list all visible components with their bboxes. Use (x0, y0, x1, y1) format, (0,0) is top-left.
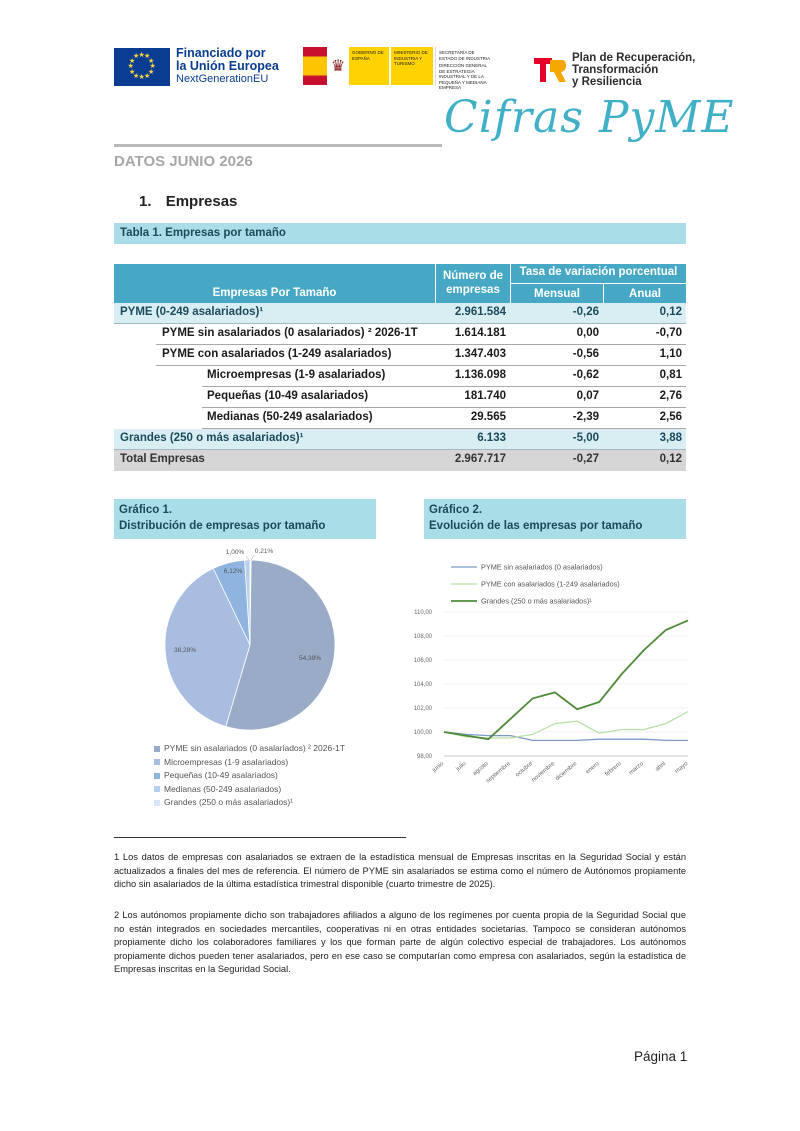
legend-swatch (154, 800, 160, 806)
row-mensual: 0,00 (576, 327, 599, 339)
row-name: Microempresas (1-9 asalariados) (207, 369, 386, 381)
legend-label: Pequeñas (10-49 asalariados) (164, 770, 278, 780)
header-anual: Anual (629, 288, 661, 300)
pie-data-label: 54,39% (298, 655, 322, 662)
legend-item (154, 783, 345, 797)
row-number: 1.347.403 (454, 348, 506, 360)
header-number: Número de empresas (442, 270, 504, 296)
x-tick-label: mayo (674, 760, 690, 775)
pie-data-label: 0,21% (254, 548, 274, 555)
table-row (114, 408, 686, 429)
title-rule (114, 144, 442, 147)
row-name: Medianas (50-249 asalariados) (207, 411, 373, 423)
header-name: Empresas Por Tamaño (212, 287, 337, 299)
legend-label: PYME sin asalariados (0 asalariados) ² 2026-1T (164, 743, 345, 753)
row-number: 1.136.098 (454, 369, 506, 381)
legend-label: PYME sin asalariados (0 asalariados) (481, 562, 603, 572)
y-tick-label: 100,00 (413, 730, 432, 736)
legend-label: PYME con asalariados (1-249 asalariados) (481, 579, 620, 589)
pie-data-label: 38,28% (173, 647, 197, 654)
prtr-line1: Plan de Recuperación, (572, 52, 696, 64)
series-line (444, 620, 688, 739)
row-number: 181.740 (464, 390, 506, 402)
table-row (114, 324, 686, 345)
eu-logo-line3: NextGenerationEU (176, 73, 269, 85)
row-anual: 2,76 (659, 390, 682, 402)
page-number: Página 1 (634, 1049, 688, 1064)
row-anual: 1,10 (659, 348, 682, 360)
table-row (114, 387, 686, 408)
companies-table (114, 264, 686, 471)
table-row (114, 429, 686, 450)
row-number: 2.967.717 (454, 453, 506, 465)
prtr-logo (532, 52, 695, 88)
eu-star-icon: ★ (127, 63, 134, 70)
prtr-line2: Transformación (572, 64, 659, 76)
y-tick-label: 108,00 (413, 634, 432, 640)
eu-logo-line1: Financiado por (176, 46, 266, 60)
x-tick-label: junio (431, 760, 446, 774)
x-tick-label: agosto (471, 760, 490, 778)
legend-label: Grandes (250 o más asalariados)¹ (481, 596, 592, 606)
y-tick-label: 106,00 (413, 658, 432, 664)
prtr-line3: y Resiliencia (572, 76, 642, 88)
row-anual: 0,12 (659, 453, 682, 465)
legend-swatch (154, 773, 160, 779)
legend-item (154, 769, 345, 783)
eu-star-icon: ★ (144, 72, 151, 80)
x-tick-label: enero (584, 760, 601, 776)
legend-swatch (154, 746, 160, 752)
graph2-caption: Gráfico 2. Evolución de las empresas por tamaño (424, 499, 686, 539)
legend-label: Microempresas (1-9 asalariados) (164, 756, 289, 767)
x-tick-label: diciembre (554, 760, 579, 783)
ministerio-label: MINISTERIO DE INDUSTRIA Y TURISMO (391, 47, 433, 85)
table-row-total (114, 450, 686, 471)
gobierno-label: GOBIERNO DE ESPAÑA (349, 47, 389, 85)
row-name: Grandes (250 o más asalariados)¹ (120, 432, 304, 444)
brand-title: Cifras PyME (444, 92, 735, 143)
x-tick-label: julio (455, 760, 468, 773)
row-name: Total Empresas (120, 453, 205, 465)
legend-item (154, 756, 345, 770)
row-mensual: 0,07 (576, 390, 599, 402)
eu-star-icon: ★ (138, 52, 145, 59)
y-tick-label: 102,00 (413, 706, 432, 712)
eu-star-icon: ★ (128, 68, 136, 76)
eu-star-icon: ★ (144, 53, 151, 61)
eu-star-icon: ★ (133, 72, 140, 80)
legend-swatch (154, 759, 160, 765)
footnote-2: 2 Los autónomos propiamente dicho son trabajadores afiliados a alguno de los regímenes por cuenta propia de la Seguridad Social que no están integrados en sociedades mercantiles, cooperativas ni en otras entidades societarias. Tampoco se consideran autónomos propiamente dicho los colaboradores familiares y los que forman parte de algún colectivo especial de trabajadores. Los autónomos propiamente dichos pueden tener asalariados, pero en ese caso se computarían como empresa con asalariados, según la estadística de Empresas inscritas en la Seguridad Social. (114, 910, 686, 974)
eu-logo-line2: la Unión Europea (176, 59, 279, 73)
x-tick-label: octubre (514, 760, 535, 779)
row-anual: 0,12 (659, 306, 682, 318)
section-heading (139, 193, 237, 210)
spain-flag-icon (303, 47, 327, 85)
x-tick-label: septiembre (485, 760, 512, 785)
y-tick-label: 98,00 (416, 754, 432, 760)
row-number: 6.133 (477, 432, 506, 444)
header-rate: Tasa de variación porcentual (519, 266, 678, 278)
legend-label: Grandes (250 o más asalariados)¹ (164, 797, 293, 807)
row-anual: -0,70 (655, 327, 682, 339)
legend-item (154, 796, 345, 810)
series-line (444, 732, 688, 740)
table-header (114, 264, 686, 303)
pie-data-label: 6,12% (223, 568, 243, 575)
section-number: 1. (139, 193, 152, 210)
row-name: PYME sin asalariados (0 asalariados) ² 2026-1T (162, 327, 418, 339)
row-number: 29.565 (470, 411, 506, 423)
row-mensual: -2,39 (572, 411, 599, 423)
prtr-mark-icon (532, 54, 568, 86)
pie-legend (154, 742, 345, 810)
eu-star-icon: ★ (149, 63, 156, 70)
row-mensual: -0,27 (572, 453, 599, 465)
pie-chart (150, 545, 350, 735)
section-title: Empresas (165, 193, 238, 210)
row-anual: 3,88 (659, 432, 682, 444)
eu-star-icon: ★ (133, 53, 140, 61)
eu-star-icon: ★ (148, 57, 155, 65)
graph1-caption: Gráfico 1. Distribución de empresas por tamaño (114, 499, 376, 539)
row-mensual: -0,56 (572, 348, 599, 360)
eu-flag-icon (114, 48, 170, 86)
eu-star-icon: ★ (138, 74, 145, 81)
row-number: 2.961.584 (454, 306, 506, 318)
row-mensual: -0,62 (572, 369, 599, 381)
series-line (444, 712, 688, 738)
legend-swatch (154, 786, 160, 792)
table-row (114, 366, 686, 387)
x-tick-label: febrero (604, 760, 623, 778)
footnote-1: 1 Los datos de empresas con asalariados se extraen de la estadística mensual de Empresas inscritas en la Seguridad Social y están actualizados a finales del mes de referencia. El número de PYME sin asalariados se estima como el número de Autónomos propiamente dicho sin asalariados de la última estadística trimestral disponible (cuarto trimestre de 2025). (114, 852, 686, 889)
pie-data-label: 1,00% (225, 549, 245, 556)
table-row (114, 345, 686, 366)
x-tick-label: abril (654, 760, 668, 773)
row-name: Pequeñas (10-49 asalariados) (207, 390, 369, 402)
table-caption: Tabla 1. Empresas por tamaño (114, 223, 686, 244)
x-tick-label: noviembre (530, 760, 557, 784)
row-anual: 2,56 (659, 411, 682, 423)
line-chart (404, 556, 694, 788)
eu-star-icon: ★ (128, 57, 136, 65)
coat-of-arms-icon: ♛ (330, 58, 346, 75)
legend-label: Medianas (50-249 asalariados) (164, 783, 282, 794)
eu-star-icon: ★ (148, 68, 155, 76)
header-mensual: Mensual (533, 288, 580, 300)
gobierno-logo (303, 47, 495, 90)
row-mensual: -0,26 (572, 306, 599, 318)
eu-logo (114, 47, 279, 86)
date-title: DATOS JUNIO 2026 (114, 153, 253, 170)
row-name: PYME con asalariados (1-249 asalariados) (162, 348, 392, 360)
footnote-rule (114, 837, 406, 838)
secretaria-label: SECRETARÍA DE ESTADO DE INDUSTRIA DIRECCIÓN GENERAL DE ESTRATEGIA INDUSTRIAL Y DE LA PEQUEÑA Y MEDIANA EMPRESA (435, 47, 495, 85)
y-tick-label: 104,00 (413, 682, 432, 688)
row-name: PYME (0-249 asalariados)¹ (120, 306, 264, 318)
row-number: 1.614.181 (454, 327, 506, 339)
row-anual: 0,81 (659, 369, 682, 381)
y-tick-label: 110,00 (414, 610, 432, 616)
x-tick-label: marzo (628, 760, 645, 777)
row-mensual: -5,00 (572, 432, 599, 444)
legend-item (154, 742, 345, 756)
table-row (114, 303, 686, 324)
